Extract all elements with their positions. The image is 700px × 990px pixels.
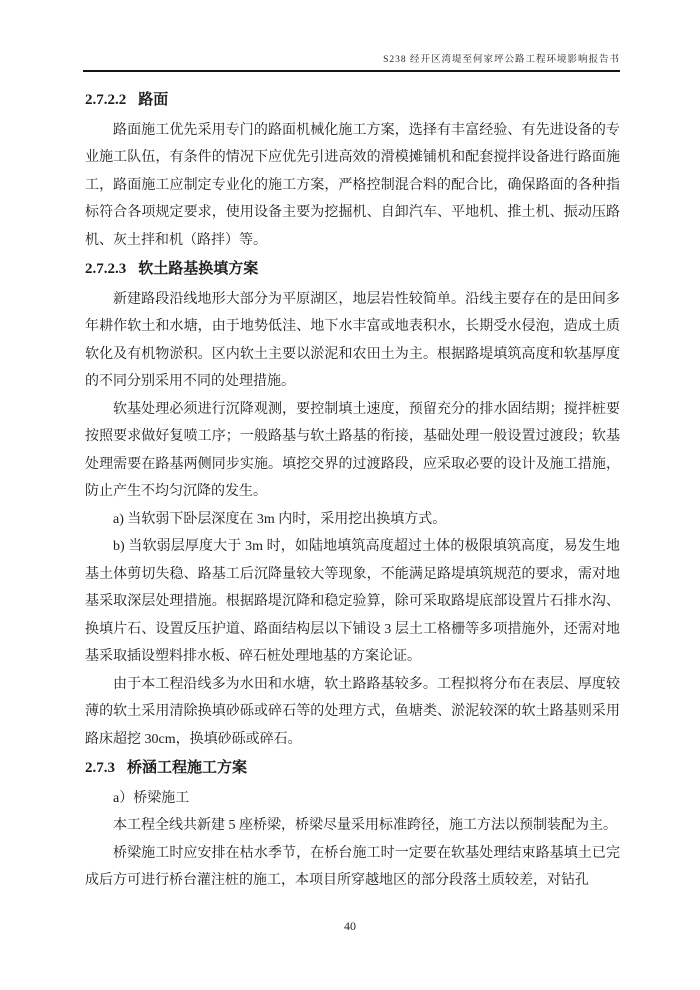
paragraph-soft-soil-overview: 新建路段沿线地形大部分为平原湖区，地层岩性较简单。沿线主要存在的是田间多年耕作软土和水塘，由于地势低洼、地下水丰富或地表积水，长期受水侵泡，造成土质软化及有机物淤积。区内软土主要以淤泥和农田土为主。根据路堤填筑高度和软基厚度的不同分别采用不同的处理措施。 xyxy=(85,291,620,389)
section-title: 桥涵工程施工方案 xyxy=(127,760,248,776)
section-number: 2.7.2.2 xyxy=(85,92,127,108)
document-body xyxy=(85,85,620,895)
subheading-bridge-construction: a）桥梁施工 xyxy=(113,790,190,806)
section-number: 2.7.3 xyxy=(85,760,115,776)
page-header xyxy=(83,51,620,72)
list-item-b-deep-layer: b) 当软弱层厚度大于 3m 时，如陆地填筑高度超过土体的极限填筑高度，易发生地基土体剪切失稳、路基工后沉降量较大等现象，不能满足路堤填筑规范的要求，需对地基采取深层处理措施。根据路堤沉降和稳定验算，除可采取路堤底部设置片石排水沟、换填片石、设置反压护道、路面结构层以下铺设 3 层土工格栅等多项措施外，还需对地基采取插设塑料排水板、碎石桩处理地基的方案论证。 xyxy=(85,539,620,664)
paragraph-bridge-count: 本工程全线共新建 5 座桥梁，桥梁尽量采用标准跨径，施工方法以预制装配为主。 xyxy=(113,818,617,833)
section-heading-2.7.2.2 xyxy=(85,87,620,115)
paragraph-pavement-construction: 路面施工优先采用专门的路面机械化施工方案，选择有丰富经验、有先进设备的专业施工队伍，有条件的情况下应优先引进高效的滑模摊铺机和配套搅拌设备进行路面施工，路面施工应制定专业化的施工方案，严格控制混合料的配合比，确保路面的各种指标符合各项规定要求，使用设备主要为挖掘机、自卸汽车、平地机、推土机、振动压路机、灰土拌和机（路拌）等。 xyxy=(85,122,620,248)
section-heading-2.7.2.3 xyxy=(85,256,620,284)
paragraph-soft-base-treatment: 软基处理必须进行沉降观测，要控制填土速度，预留充分的排水固结期；搅拌桩要按照要求做好复喷工序；一般路基与软土路基的衔接，基础处理一般设置过渡段；软基处理需要在路基两侧同步实施。填挖交界的过渡路段，应采取必要的设计及施工措施，防止产生不均匀沉降的发生。 xyxy=(85,401,620,499)
page-number: 40 xyxy=(344,919,356,933)
section-heading-2.7.3 xyxy=(85,755,620,783)
section-title: 路面 xyxy=(138,92,169,108)
page-footer xyxy=(0,919,700,934)
paragraph-replacement-plan: 由于本工程沿线多为水田和水塘，软土路路基较多。工程拟将分布在表层、厚度较薄的软土采用清除换填砂砾或碎石等的处理方式，鱼塘类、淤泥较深的软土路基则采用路床超挖 30cm，换填砂砾或碎石。 xyxy=(85,676,620,747)
paragraph-bridge-schedule: 桥梁施工时应安排在枯水季节，在桥台施工时一定要在软基处理结束路基填土已完成后方可进行桥台灌注桩的施工，本项目所穿越地区的部分段落土质较差，对钻孔 xyxy=(85,845,620,888)
section-title: 软土路基换填方案 xyxy=(138,261,259,277)
section-number: 2.7.2.3 xyxy=(85,261,127,277)
header-title: S238 经开区湾堤至何家坪公路工程环境影响报告书 xyxy=(383,55,620,65)
list-item-a-shallow-layer: a) 当软弱下卧层深度在 3m 内时，采用挖出换填方式。 xyxy=(113,511,447,527)
